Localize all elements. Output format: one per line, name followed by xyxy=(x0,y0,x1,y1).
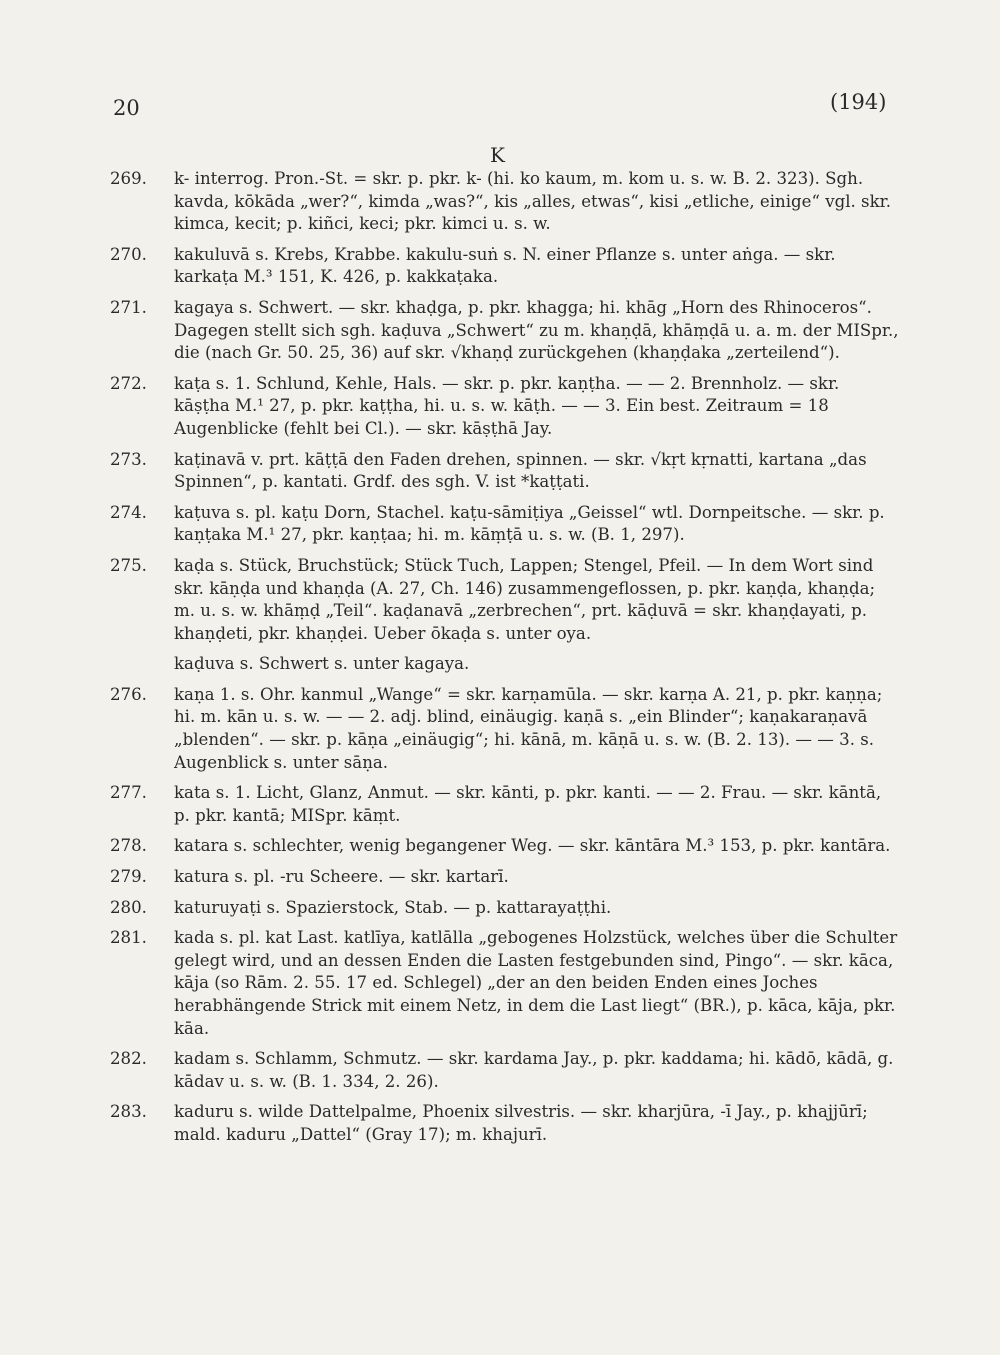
entry-text: kaṭa s. 1. Schlund, Kehle, Hals. — skr. p. pkr. kaṇṭha. — — 2. Brennholz. — skr. kāṣṭha M.¹ 27, p. pkr. kaṭṭha, hi. u. s. w. kāṭh. — — 3. Ein best. Zeitraum = 18 Augenblicke (fehlt bei Cl.). — skr. kāṣṭhā Jay. xyxy=(174,373,840,438)
entry-number: 281. xyxy=(110,928,147,948)
entry-text: kaṭuva s. pl. kaṭu Dorn, Stachel. kaṭu-sāmiṭiya „Geissel“ wtl. Dornpeitsche. — skr. p. kaṇṭaka M.¹ 27, pkr. kaṇṭaa; hi. m. kāṃṭā u. s. w. (B. 1, 297). xyxy=(174,502,885,545)
entry-282 xyxy=(110,1048,900,1093)
entry-number: 282. xyxy=(110,1049,147,1069)
entry-281 xyxy=(110,927,900,1040)
entry-text: kadam s. Schlamm, Schmutz. — skr. kardama Jay., p. pkr. kaddama; hi. kādō, kādā, g. kādav u. s. w. (B. 1. 334, 2. 26). xyxy=(174,1049,894,1091)
entry-269 xyxy=(110,168,900,236)
entry-277 xyxy=(110,782,900,827)
entry-283 xyxy=(110,1101,900,1146)
entry-number: 274. xyxy=(110,502,147,522)
entries-list xyxy=(110,168,900,1155)
entry-number: 270. xyxy=(110,244,147,264)
entry-text: kada s. pl. kat Last. katlīya, katlālla „gebogenes Holzstück, welches über die Schulter gelegt wird, und an dessen Enden die Lasten festgebunden sind, Pingo“. — skr. kāca, kāja (so Rām. 2. 55. 17 ed. Schlegel) „der an den beiden Enden eines Joches herabhängende Strick mit einem Netz, in dem die Last liegt“ (BR.), p. kāca, kāja, pkr. kāa. xyxy=(174,928,898,1038)
entry-text: kaḍa s. Stück, Bruchstück; Stück Tuch, Lappen; Stengel, Pfeil. — In dem Wort sind skr. kāṇḍa und khaṇḍa (A. 27, Ch. 146) zusammengeflossen, p. pkr. kaṇḍa, khaṇḍa; m. u. s. w. khāṃḍ „Teil“. kaḍanavā „zerbrechen“, prt. kāḍuvā = skr. khaṇḍayati, p. khaṇḍeti, pkr. khaṇḍei. Ueber ōkaḍa s. unter oya. xyxy=(174,555,876,643)
entry-number: 276. xyxy=(110,684,147,704)
entry-278 xyxy=(110,835,900,858)
entry-text: katura s. pl. -ru Scheere. — skr. kartarī. xyxy=(174,867,509,887)
entry-text: kata s. 1. Licht, Glanz, Anmut. — skr. kānti, p. pkr. kanti. — — 2. Frau. — skr. kāntā, p. pkr. kantā; MISpr. kāṃt. xyxy=(174,783,882,825)
entry-text: kakuluvā s. Krebs, Krabbe. kakulu-suṅ s. N. einer Pflanze s. unter aṅga. — skr. karkaṭa M.³ 151, K. 426, p. kakkaṭaka. xyxy=(174,244,836,287)
entry-271 xyxy=(110,297,900,365)
entry-280 xyxy=(110,897,900,920)
entry-275 xyxy=(110,555,900,645)
entry-number: 269. xyxy=(110,169,147,188)
entry-text: kagaya s. Schwert. — skr. khaḍga, p. pkr. khagga; hi. khāg „Horn des Rhinoceros“. Dagegen stellt sich sgh. kaḍuva „Schwert“ zu m. khaṇḍā, khāṃḍā u. a. m. der MISpr., die (nach Gr. 50. 25, 36) auf skr. √khaṇḍ zurückgehen (khaṇḍaka „zerteilend“). xyxy=(174,297,899,363)
entry-text: katara s. schlechter, wenig begangener Weg. — skr. kāntāra M.³ 153, p. pkr. kantāra. xyxy=(174,836,891,856)
entry-number: 272. xyxy=(110,373,147,393)
entry-273 xyxy=(110,449,900,494)
entry-number: 277. xyxy=(110,783,147,803)
entry-kaduva-crossref xyxy=(110,653,900,676)
entry-text: kaduru s. wilde Dattelpalme, Phoenix silvestris. — skr. kharjūra, -ī Jay., p. khajjūrī; mald. kaduru „Dattel“ (Gray 17); m. khajurī. xyxy=(174,1102,868,1144)
entry-number: 278. xyxy=(110,836,147,856)
entry-text: kaṭinavā v. prt. kāṭṭā den Faden drehen, spinnen. — skr. √kṛt kṛnatti, kartana „das Spinnen“, p. kantati. Grdf. des sgh. V. ist *kaṭṭati. xyxy=(174,449,867,492)
entry-number: 280. xyxy=(110,897,147,917)
entry-274 xyxy=(110,502,900,547)
original-page-number: (194) xyxy=(830,90,887,114)
entry-text: k- interrog. Pron.-St. = skr. p. pkr. k- (hi. ko kaum, m. kom u. s. w. B. 2. 323). Sgh. kavda, kōkāda „wer?“, kimda „was?“, kis „alles, etwas“, kisi „etliche, einige“ vgl. skr. kimca, kecit; p. kiñci, keci; pkr. kimci u. s. w. xyxy=(174,169,892,234)
section-letter: K xyxy=(490,143,506,167)
entry-276 xyxy=(110,684,900,774)
entry-text: kaṇa 1. s. Ohr. kanmul „Wange“ = skr. karṇamūla. — skr. karṇa A. 21, p. pkr. kaṇṇa; hi. m. kān u. s. w. — — 2. adj. blind, einäugig. kaṇā s. „ein Blinder“; kaṇakaraṇavā „blenden“. — skr. p. kāṇa „einäugig“; hi. kānā, m. kāṇā u. s. w. (B. 2. 13). — — 3. s. Augenblick s. unter sāṇa. xyxy=(174,684,883,772)
entry-272 xyxy=(110,373,900,441)
entry-number: 271. xyxy=(110,297,147,317)
entry-text: katuruyaṭi s. Spazierstock, Stab. — p. kattarayaṭṭhi. xyxy=(174,897,612,917)
entry-number: 283. xyxy=(110,1102,147,1122)
page-number: 20 xyxy=(113,96,140,120)
entry-text: kaḍuva s. Schwert s. unter kagaya. xyxy=(174,654,470,674)
entry-number: 275. xyxy=(110,555,147,575)
entry-270 xyxy=(110,244,900,289)
entry-279 xyxy=(110,866,900,889)
entry-number: 273. xyxy=(110,449,147,469)
entry-number: 279. xyxy=(110,867,147,887)
